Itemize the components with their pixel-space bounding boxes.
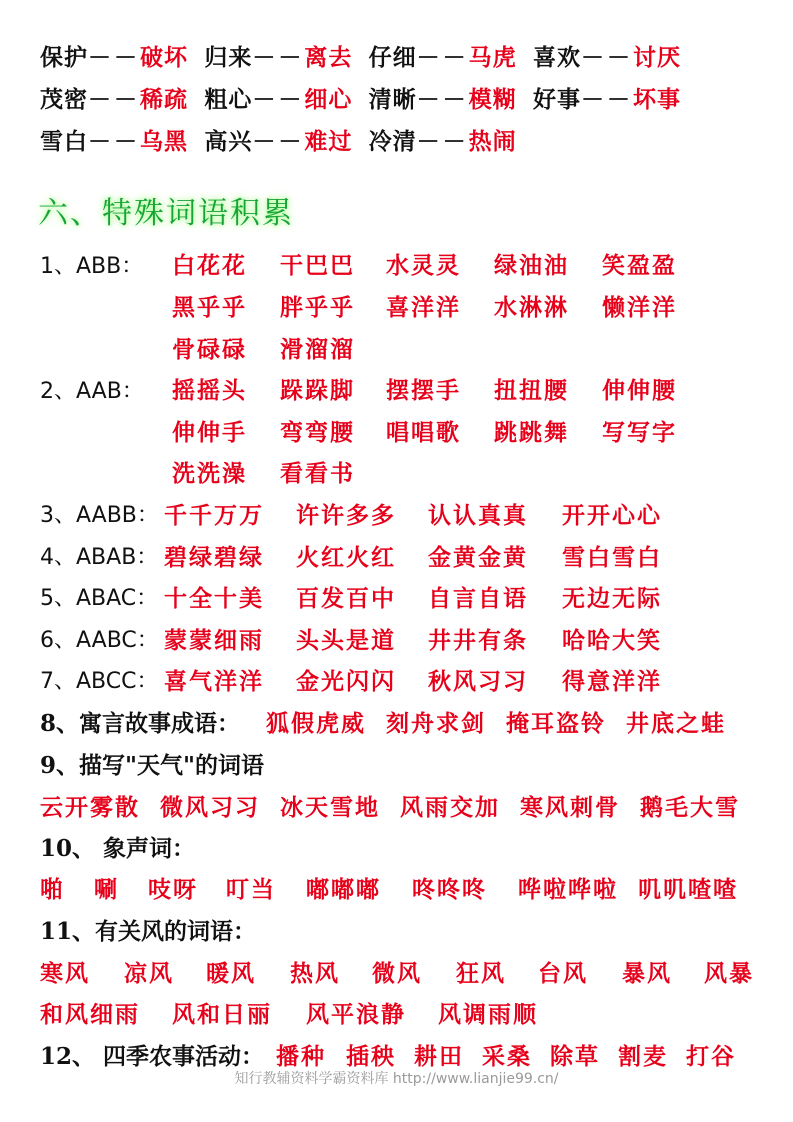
word-a: 粗心 [204,86,253,113]
word-a: 喜欢 [532,44,581,71]
word: 水灵灵 [386,252,461,279]
antonym-row-2 [40,82,689,118]
word: 懒洋洋 [602,294,677,321]
dash: －－ [580,44,633,71]
word: 寒风 [40,960,90,987]
word-a: 雪白 [40,128,88,155]
word: 唰 [94,876,119,903]
word: 叮当 [226,876,276,903]
section-heading: 10、 象声词： [40,835,196,862]
word: 胖乎乎 [280,294,355,321]
word: 金黄金黄 [428,544,528,571]
word: 采桑 [482,1043,532,1070]
word: 狂风 [456,960,506,987]
word: 风和日丽 [172,1001,272,1028]
word: 看看书 [280,460,355,487]
word-a: 冷清 [368,128,417,155]
dash: －－ [252,86,305,113]
dash: －－ [252,44,305,71]
word: 台风 [538,960,588,987]
word: 暖风 [206,960,256,987]
word: 摇摇头 [172,377,247,404]
word: 插秧 [346,1043,396,1070]
word-a: 茂密 [40,86,88,113]
word: 雪白雪白 [562,544,662,571]
word: 云开雾散 [40,794,140,821]
section-label: 5、ABAC： [40,586,159,611]
word: 头头是道 [296,627,396,654]
antonym-pair [40,82,188,118]
word-b: 细心 [304,86,353,113]
dash: －－ [580,86,633,113]
word: 跳跳舞 [494,419,569,446]
word: 写写字 [602,419,677,446]
onomatopoeia-heading [40,831,195,867]
word: 鹅毛大雪 [640,794,740,821]
word: 风暴 [704,960,754,987]
antonym-pair [204,82,352,118]
word: 凉风 [124,960,174,987]
word: 认认真真 [428,502,528,529]
word: 啪 [40,876,65,903]
word: 十全十美 [164,585,264,612]
antonym-pair [533,40,681,76]
dash: －－ [252,128,305,155]
word: 风调雨顺 [438,1001,538,1028]
word: 水淋淋 [494,294,569,321]
section-label: 8、寓言故事成语： [40,710,241,737]
word: 自言自语 [428,585,528,612]
word: 无边无际 [562,585,662,612]
word-b: 稀疏 [140,86,188,113]
word-a: 保护 [40,44,88,71]
word: 热风 [290,960,340,987]
word: 伸伸腰 [602,377,677,404]
footer-watermark: 知行教辅资料学霸资料库 http://www.lianjie99.cn/ [234,1071,559,1087]
word: 秋风习习 [428,668,528,695]
word: 洗洗澡 [172,460,247,487]
dash: －－ [416,86,469,113]
word: 摆摆手 [386,377,461,404]
wind-heading [40,914,256,950]
word: 千千万万 [164,502,264,529]
word-b: 坏事 [632,86,681,113]
label-abb [40,248,143,284]
word: 和风细雨 [40,1001,140,1028]
word: 微风习习 [160,794,260,821]
word: 骨碌碌 [172,336,247,363]
word: 开开心心 [562,502,662,529]
word-b: 离去 [304,44,353,71]
word-b: 热闹 [468,128,517,155]
antonym-row-3 [40,124,525,160]
section-label: 1、ABB： [40,254,144,279]
word: 割麦 [618,1043,668,1070]
antonym-pair [369,124,517,160]
word: 喜气洋洋 [164,668,264,695]
word: 百发百中 [296,585,396,612]
label-aab [40,373,144,409]
weather-heading [40,748,264,784]
antonym-pair [40,40,188,76]
word: 跺跺脚 [280,377,355,404]
antonym-pair [369,82,517,118]
word: 得意洋洋 [562,668,662,695]
word-b: 难过 [304,128,353,155]
word: 笑盈盈 [602,252,677,279]
word: 风平浪静 [306,1001,406,1028]
antonym-pair [369,40,517,76]
word: 哗啦哗啦 [518,876,618,903]
word: 井井有条 [428,627,528,654]
dash: －－ [416,44,469,71]
word-a: 高兴 [204,128,253,155]
word: 微风 [372,960,422,987]
word: 打谷 [686,1043,736,1070]
section-label: 6、AABC： [40,628,159,653]
dash: －－ [416,128,469,155]
word: 蒙蒙细雨 [164,627,264,654]
word: 井底之蛙 [626,710,726,737]
antonym-row-1 [40,40,689,76]
word: 掩耳盗铃 [506,710,606,737]
section-heading: 9、描写"天气"的词语 [40,752,264,779]
word: 咚咚咚 [412,876,487,903]
word: 扭扭腰 [494,377,569,404]
word: 弯弯腰 [280,419,355,446]
word-b: 讨厌 [632,44,681,71]
section-label: 2、AAB： [40,379,144,404]
section-label: 3、AABB： [40,503,159,528]
word: 喜洋洋 [386,294,461,321]
word: 嘟嘟嘟 [306,876,381,903]
word-a: 好事 [532,86,581,113]
word: 滑溜溜 [280,336,355,363]
word: 唱唱歌 [386,419,461,446]
word-a: 清晰 [368,86,417,113]
antonym-pair [204,124,352,160]
word: 干巴巴 [280,252,355,279]
word-b: 马虎 [468,44,517,71]
section-heading: 11、有关风的词语： [40,918,257,945]
word: 绿油油 [494,252,569,279]
word: 伸伸手 [172,419,247,446]
antonym-pair [204,40,352,76]
word: 耕田 [414,1043,464,1070]
dash: －－ [88,128,140,155]
word-b: 乌黑 [140,128,188,155]
dash: －－ [88,44,140,71]
word: 播种 [276,1043,326,1070]
word: 风雨交加 [400,794,500,821]
antonym-pair [40,124,188,160]
word: 哈哈大笑 [562,627,662,654]
word-a: 仔细 [368,44,417,71]
section-label: 12、 四季农事活动： [40,1043,265,1070]
section-label: 4、ABAB： [40,545,159,570]
antonym-pair [533,82,681,118]
word-a: 归来 [204,44,253,71]
word: 叽叽喳喳 [638,876,738,903]
word: 刻舟求剑 [386,710,486,737]
word: 吱呀 [148,876,198,903]
word: 黑乎乎 [172,294,247,321]
dash: －－ [88,86,140,113]
word: 除草 [550,1043,600,1070]
word: 碧绿碧绿 [164,544,264,571]
word: 许许多多 [296,502,396,529]
word: 狐假虎威 [266,710,366,737]
word: 白花花 [172,252,247,279]
word-b: 破坏 [140,44,188,71]
word: 冰天雪地 [280,794,380,821]
word: 寒风刺骨 [520,794,620,821]
section-label: 7、ABCC： [40,669,159,694]
word: 金光闪闪 [296,668,396,695]
section-title: 六、特殊词语积累 [38,196,294,231]
word: 暴风 [622,960,672,987]
word: 火红火红 [296,544,396,571]
word-b: 模糊 [468,86,517,113]
